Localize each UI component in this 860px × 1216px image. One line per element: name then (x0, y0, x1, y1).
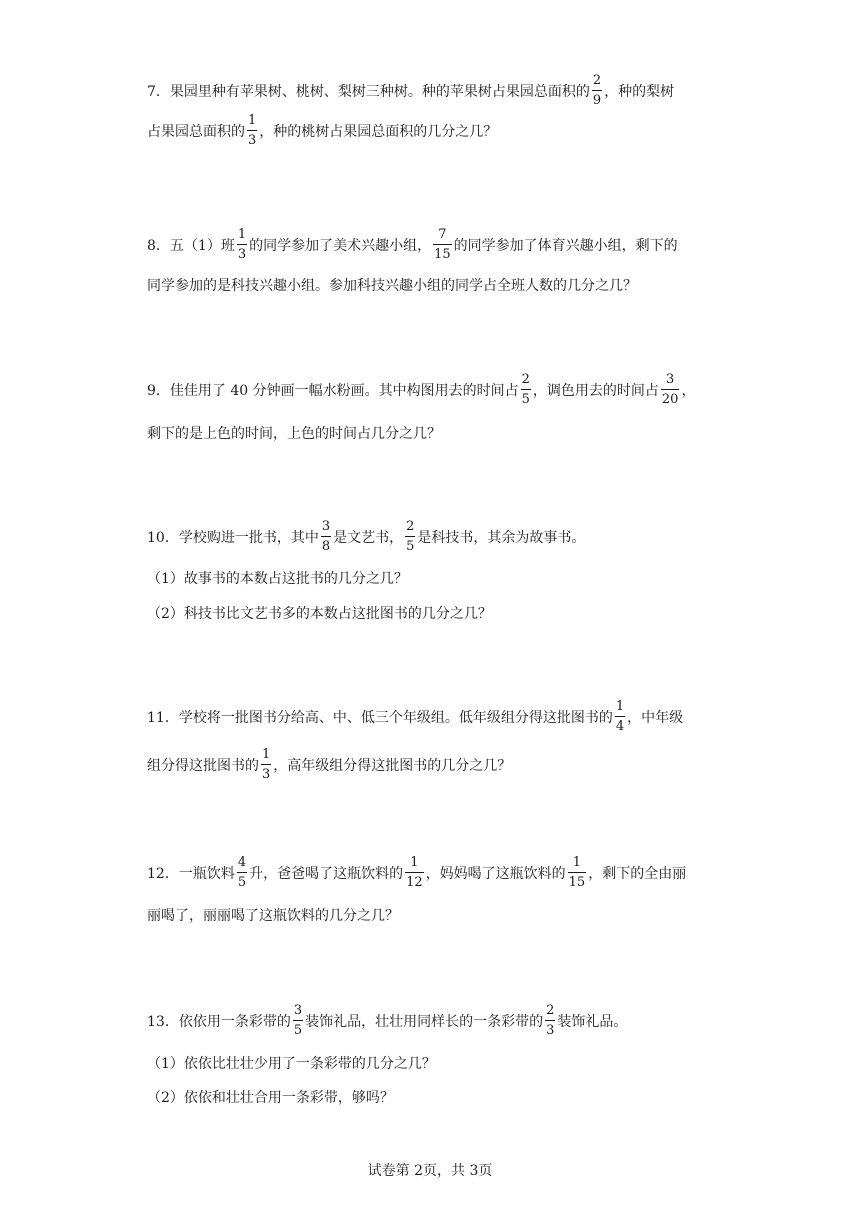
question-12-line-1: 12．一瓶饮料 $\frac{4}{5}$ 升，爸爸喝了这瓶饮料的 $\frac{1}{12}$ ，妈妈喝了这瓶饮料的 $\frac{1}{15}$ ，剩下的全由丽 (147, 855, 687, 890)
fraction: $\frac{3}{8}$ (321, 519, 331, 554)
question-9-line-1: 9．佳佳用了 40 分钟画一幅水粉画。其中构图用去的时间占 $\frac{2}{5}$ ，调色用去的时间占 $\frac{3}{20}$ ， (147, 372, 696, 407)
fraction: $\frac{3}{20}$ (661, 372, 679, 407)
question-10-sub-2: （2）科技书比文艺书多的本数占这批图书的几分之几？ (147, 606, 492, 622)
question-10-line-1: 10．学校购进一批书，其中 $\frac{3}{8}$ 是文艺书， $\frac{2}{5}$ 是科技书，其余为故事书。 (147, 519, 586, 554)
fraction: $\frac{1}{12}$ (406, 855, 423, 890)
fraction: $\frac{4}{5}$ (237, 855, 247, 890)
fraction: $\frac{3}{5}$ (293, 1003, 303, 1038)
fraction: $\frac{1}{15}$ (568, 855, 586, 890)
question-13-sub-2: （2）依依和壮壮合用一条彩带，够吗？ (147, 1090, 394, 1106)
fraction: $\frac{1}{3}$ (237, 227, 247, 262)
fraction: $\frac{2}{3}$ (546, 1003, 555, 1038)
fraction: $\frac{1}{3}$ (248, 113, 257, 148)
fraction: $\frac{2}{5}$ (406, 519, 415, 554)
question-8-line-1: 8．五（1）班 $\frac{1}{3}$ 的同学参加了美术兴趣小组， $\frac{7}{15}$ 的同学参加了体育兴趣小组，剩下的 (147, 227, 678, 262)
question-7-line-2: 占果园总面积的 $\frac{1}{3}$ ，种的桃树占果园总面积的几分之几？ (147, 113, 498, 148)
fraction: $\frac{2}{5}$ (521, 372, 530, 407)
question-11-line-2: 组分得这批图书的 $\frac{1}{3}$ ，高年级组分得这批图书的几分之几？ (147, 747, 512, 782)
question-13-sub-1: （1）依依比壮壮少用了一条彩带的几分之几？ (147, 1056, 436, 1072)
question-13-line-1: 13．依依用一条彩带的 $\frac{3}{5}$ 装饰礼品，壮壮用同样长的一条彩带的 $\frac{2}{3}$ 装饰礼品。 (147, 1003, 628, 1038)
fraction: $\frac{1}{4}$ (615, 699, 625, 734)
fraction: $\frac{7}{15}$ (434, 227, 451, 262)
page-footer: 试卷第 2页，共 3页 (367, 1163, 493, 1179)
fraction: $\frac{2}{9}$ (592, 73, 602, 108)
fraction: $\frac{1}{3}$ (262, 747, 271, 782)
question-11-line-1: 11．学校将一批图书分给高、中、低三个年级组。低年级组分得这批图书的 $\frac{1}{4}$ ，中年级 (147, 699, 684, 734)
question-8-line-2: 同学参加的是科技兴趣小组。参加科技兴趣小组的同学占全班人数的几分之几？ (147, 278, 637, 294)
question-9-line-2: 剩下的是上色的时间，上色的时间占几分之几？ (147, 426, 441, 442)
question-10-sub-1: （1）故事书的本数占这批书的几分之几？ (147, 571, 408, 587)
question-12-line-2: 丽喝了，丽丽喝了这瓶饮料的几分之几？ (147, 908, 399, 924)
question-7-line-1: 7．果园里种有苹果树、桃树、梨树三种树。种的苹果树占果园总面积的 $\frac{2}{9}$ ，种的梨树 (147, 73, 675, 108)
